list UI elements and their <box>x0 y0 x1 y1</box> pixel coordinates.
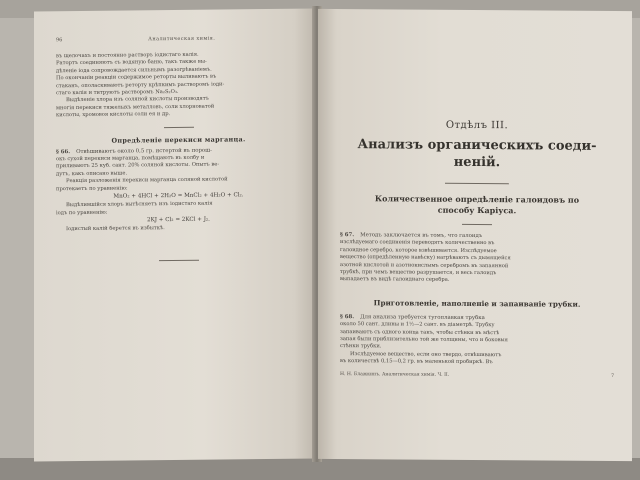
text-line: Реакція разложенія перекиси марганца соляной кислотой <box>66 176 228 185</box>
running-head <box>56 35 301 44</box>
text-line: изслѣдуемаго соединенія переводятъ количественно въ <box>340 239 495 247</box>
text-line: По окончаніи реакціи содержимое реторты выливаютъ въ <box>56 73 217 82</box>
subheading-halogens: Количественное опредѣленіе галоидовъ по <box>374 193 580 205</box>
text-line: стѣнки трубки. <box>340 343 382 350</box>
chapter-title-continued: неній. <box>453 154 501 171</box>
text-line: Методъ заключается въ томъ, что галоидъ <box>360 232 483 240</box>
text-line: окъ сухой перекиси марганца, помѣщаютъ въ колбу и <box>56 154 205 163</box>
text-line: многія перекиси тяжелыхъ металловъ, соли хлорноватой <box>56 103 215 112</box>
paragraph-number: § 66. <box>56 148 71 155</box>
formula-2: 2KJ + Cl₂ = 2KCl + J₂. <box>147 216 210 224</box>
end-rule <box>159 260 199 261</box>
text-line: стаканъ, ополаскиваютъ реторту крѣпкимъ растворомъ іоди- <box>56 81 225 89</box>
section-heading: Опредѣленіе перекиси марганца. <box>111 134 246 145</box>
text-line: дѣленіе іода сопровождается сильнымъ разогрѣваніемъ. <box>56 66 212 75</box>
text-line: стаго калія и титруютъ растворомъ Na₂S₂O₃. <box>56 88 179 97</box>
chapter-title: Анализъ органическихъ соеди- <box>357 137 597 154</box>
text-line: вещество (опредѣленную навѣску) нагрѣваютъ съ дымящейся <box>340 254 511 262</box>
text-line: кислоты, хромовоя кислоты соли ея и др. <box>56 111 171 119</box>
page-number: 96 <box>56 37 63 44</box>
right-page <box>318 9 632 461</box>
left-page <box>34 9 317 462</box>
chapter-rule <box>445 183 509 184</box>
text-line: азотной кислотой и азотнокислымъ серебромъ въ запаянной <box>340 261 509 269</box>
text-line: Отвѣшиваютъ около 0,5 гр. истертой въ порош- <box>76 147 212 155</box>
page-footer <box>340 372 614 379</box>
text-line: іодъ по уравненію: <box>56 209 108 216</box>
text-line: Для анализа требуется тугоплавкая трубка <box>360 314 485 321</box>
text-line: Изслѣдуемое вещество, если оно твердо, отвѣшиваютъ <box>350 351 502 359</box>
top-paragraph <box>56 51 301 120</box>
text-line: запая были приблизительно той же толщины, что и боковыя <box>340 336 508 344</box>
text-line: выпадаетъ въ видѣ галоиднаго серебра. <box>340 276 450 284</box>
subheading-tube: Приготовленіе, наполненіе и запаиваніе трубки. <box>373 298 581 309</box>
text-line: приливаютъ 25 куб. сант. 20% соляной кислоты. Опытъ ве- <box>56 162 220 170</box>
footer-citation: Н. Н. Блажкинъ. Аналитическая химія. Ч. II. <box>340 371 450 378</box>
paragraph-number: § 68. <box>340 313 355 320</box>
text-line: Выдѣленіе хлора изъ соляной кислоты производятъ <box>66 96 209 104</box>
running-head-title: Аналитическая химія. <box>148 35 216 43</box>
formula-1: MnO₂ + 4HCl + 2H₂O = MnCl₂ + 4H₂O + Cl₂. <box>113 192 244 200</box>
text-line: запаиваютъ съ одного конца такъ, чтобы стѣнки въ мѣстѣ <box>340 328 500 336</box>
paragraph-number: § 67. <box>340 232 355 239</box>
text-line: Выдѣлившійся хлоръ вытѣсняетъ изъ іодистаго калія <box>66 200 213 209</box>
text-line: въ щелочахъ и постоянно растворъ іодистаго калія. <box>56 51 199 60</box>
subheading-halogens-continued: способу Каріуса. <box>437 204 517 216</box>
part-label: Отдѣлъ III. <box>445 119 509 132</box>
text-line: галоидное серебро, которое взвѣшивается. Изслѣдуемое <box>340 246 497 254</box>
separator-rule <box>164 126 194 127</box>
text-line: Іодистый калій берется въ избыткѣ. <box>66 225 165 233</box>
text-line: дутъ, какъ описано выше. <box>56 170 128 178</box>
text-line: около 50 сант. длины и 1½—2 сант. въ діаметрѣ. Трубку <box>340 321 495 329</box>
signature-mark: 7 <box>611 373 614 379</box>
text-line: въ количествѣ 0,15—0,2 гр. въ маленькой пробиркѣ. Въ <box>340 358 493 366</box>
text-line: протекаетъ по уравненію: <box>56 185 128 192</box>
separator-rule <box>462 224 492 225</box>
text-line: Ратортъ соединяютъ съ водяную баню, такъ также вы- <box>56 59 207 67</box>
text-line: трубкѣ, при чемъ вещество разрушается, и весь галоидъ <box>340 269 497 277</box>
